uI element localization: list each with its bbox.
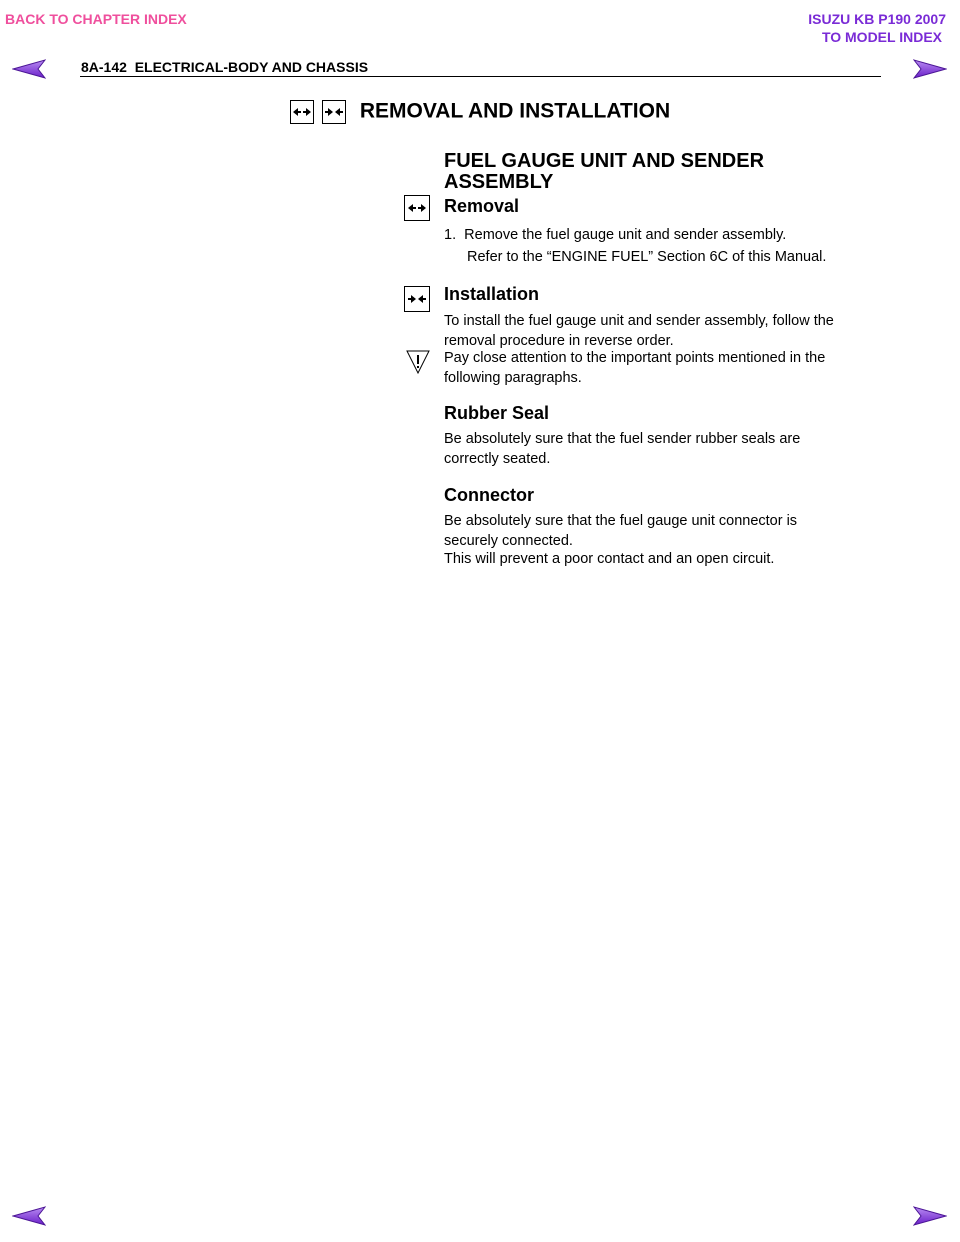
step-number: 1. — [444, 227, 457, 243]
model-title: ISUZU KB P190 2007 — [808, 11, 946, 27]
rubber-seal-text: Be absolutely sure that the fuel sender rubber seals are correctly seated. — [444, 431, 801, 467]
section-title: ELECTRICAL-BODY AND CHASSIS — [134, 59, 369, 75]
left-arrow-icon — [12, 1205, 46, 1227]
removal-icon — [290, 100, 314, 124]
page-ref: 8A-142 — [81, 59, 127, 75]
installation-icon — [404, 286, 430, 312]
connector-heading: Connector — [444, 485, 534, 505]
right-arrow-icon — [913, 1205, 947, 1227]
rubber-seal-heading: Rubber Seal — [444, 403, 550, 423]
right-arrow-icon — [913, 58, 947, 80]
installation-heading: Installation — [444, 284, 540, 304]
caution-icon — [406, 350, 430, 379]
installation-text: To install the fuel gauge unit and sender assembly, follow the removal procedure in reverse order. — [444, 313, 834, 349]
next-page-bottom-button[interactable] — [913, 1205, 947, 1227]
caution-text: Pay close attention to the important points mentioned in the following paragraphs. — [444, 350, 826, 386]
connector-text: Be absolutely sure that the fuel gauge unit connector is securely connected. — [444, 513, 798, 549]
step-text: Remove the fuel gauge unit and sender assembly. — [464, 227, 787, 243]
to-model-index-link[interactable]: TO MODEL INDEX — [821, 29, 942, 45]
page-heading-text: REMOVAL AND INSTALLATION — [359, 99, 671, 123]
section-heading: FUEL GAUGE UNIT AND SENDER ASSEMBLY — [444, 150, 765, 193]
step-note: Refer to the “ENGINE FUEL” Section 6C of this Manual. — [467, 249, 827, 265]
removal-step — [444, 226, 884, 246]
page-title — [0, 99, 960, 124]
left-arrow-icon — [12, 58, 46, 80]
page-header — [81, 59, 368, 75]
removal-icon — [404, 195, 430, 221]
connector-text-2: This will prevent a poor contact and an open circuit. — [444, 551, 775, 567]
next-page-top-button[interactable] — [913, 58, 947, 80]
prev-page-top-button[interactable] — [12, 58, 46, 80]
installation-icon — [322, 100, 346, 124]
removal-heading: Removal — [444, 196, 520, 216]
header-divider — [80, 76, 881, 77]
back-to-chapter-index-link[interactable]: BACK TO CHAPTER INDEX — [5, 11, 187, 27]
prev-page-bottom-button[interactable] — [12, 1205, 46, 1227]
